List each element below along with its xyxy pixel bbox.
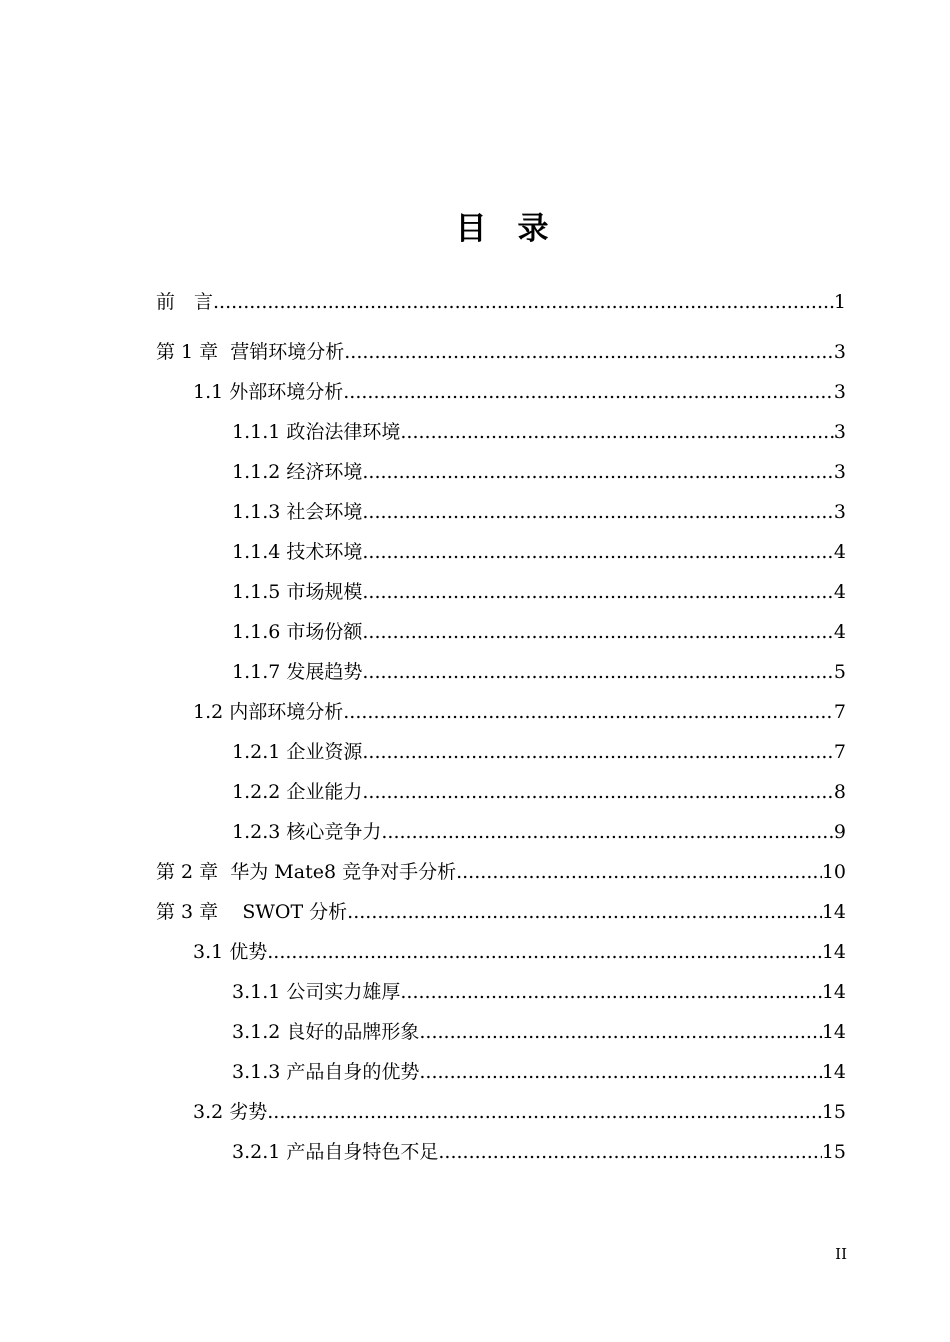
toc-entry-text: 3.1 优势 [193,941,268,963]
toc-entry-page: 14 [821,1021,846,1043]
toc-entry-1-1-4[interactable] [232,532,846,572]
toc-leader-dots [362,612,834,652]
toc-entry-text: 第 3 章 SWOT 分析 [156,901,348,923]
page-title: 目 录 [455,211,549,247]
toc-leader-dots [400,412,834,452]
toc-leader-dots [419,1012,821,1052]
toc-entry-preface[interactable] [156,282,846,322]
toc-entry-page: 3 [833,341,846,363]
toc-entry-page: 3 [833,501,846,523]
toc-leader-dots [343,372,834,412]
toc-entry-text: 1.1.3 社会环境 [232,501,363,523]
toc-leader-dots [362,732,834,772]
toc-entry-page: 9 [833,821,846,843]
toc-entry-text: 第 2 章 华为 Mate8 竞争对手分析 [156,861,457,883]
toc-entry-text: 1.1.2 经济环境 [232,461,363,483]
toc-entry-text: 前 言 [156,291,214,313]
toc-leader-dots [267,1092,822,1132]
toc-entry-1-1[interactable] [193,372,846,412]
toc-entry-text: 1.2.3 核心竞争力 [232,821,382,843]
toc-leader-dots [362,652,834,692]
toc-entry-text: 1.1.6 市场份额 [232,621,363,643]
toc-entry-page: 14 [821,981,846,1003]
toc-entry-1-2-2[interactable] [232,772,846,812]
toc-entry-3-1-3[interactable] [232,1052,846,1092]
toc-leader-dots [213,282,834,322]
toc-entry-text: 1.2 内部环境分析 [193,701,344,723]
toc-entry-3-1-2[interactable] [232,1012,846,1052]
toc-leader-dots [362,532,834,572]
toc-entry-page: 14 [821,941,846,963]
toc-entry-page: 4 [833,581,846,603]
toc-entry-text: 1.1.5 市场规模 [232,581,363,603]
toc-leader-dots [400,972,821,1012]
toc-entry-text: 1.2.1 企业资源 [232,741,363,763]
toc-entry-1-1-7[interactable] [232,652,846,692]
toc-leader-dots [344,332,834,372]
toc-entry-page: 3 [833,461,846,483]
toc-entry-chapter-2[interactable] [156,852,846,892]
toc-entry-page: 15 [821,1101,846,1123]
footer-page-number: II [835,1245,847,1263]
toc-entry-1-1-5[interactable] [232,572,846,612]
toc-entry-text: 3.1.1 公司实力雄厚 [232,981,401,1003]
toc-entry-1-1-2[interactable] [232,452,846,492]
toc-entry-page: 15 [821,1141,846,1163]
toc-leader-dots [419,1052,821,1092]
toc-leader-dots [347,892,822,932]
toc-leader-dots [456,852,822,892]
toc-leader-dots [362,572,834,612]
toc-entry-text: 1.1.4 技术环境 [232,541,363,563]
toc-entry-page: 1 [833,291,846,313]
toc-entry-text: 第 1 章 营销环境分析 [156,341,345,363]
toc-entry-text: 1.1 外部环境分析 [193,381,344,403]
toc-entry-3-1[interactable] [193,932,846,972]
toc-entry-text: 3.2 劣势 [193,1101,268,1123]
toc-entry-3-2-1[interactable] [232,1132,846,1172]
toc-leader-dots [438,1132,821,1172]
toc-entry-text: 3.1.2 良好的品牌形象 [232,1021,420,1043]
toc-entry-page: 8 [833,781,846,803]
toc-entry-3-2[interactable] [193,1092,846,1132]
toc-leader-dots [362,492,834,532]
toc-leader-dots [362,772,834,812]
toc-entry-page: 3 [833,381,846,403]
toc-leader-dots [381,812,834,852]
toc-entry-1-1-1[interactable] [232,412,846,452]
toc-entry-page: 3 [833,421,846,443]
toc-entry-1-1-6[interactable] [232,612,846,652]
toc-entry-page: 14 [821,901,846,923]
toc-entry-3-1-1[interactable] [232,972,846,1012]
toc-leader-dots [362,452,834,492]
toc-entry-page: 5 [833,661,846,683]
toc-leader-dots [267,932,822,972]
toc-entry-page: 4 [833,541,846,563]
toc-entry-page: 4 [833,621,846,643]
toc-entry-1-1-3[interactable] [232,492,846,532]
toc-entry-text: 1.1.1 政治法律环境 [232,421,401,443]
toc-entry-text: 1.2.2 企业能力 [232,781,363,803]
toc-entry-page: 7 [833,741,846,763]
toc-entry-1-2[interactable] [193,692,846,732]
toc-entry-page: 7 [833,701,846,723]
toc-leader-dots [343,692,834,732]
toc-entry-text: 1.1.7 发展趋势 [232,661,363,683]
toc-entry-1-2-3[interactable] [232,812,846,852]
toc-entry-chapter-1[interactable] [156,332,846,372]
toc-entry-chapter-3[interactable] [156,892,846,932]
toc-entry-page: 10 [821,861,846,883]
toc-entry-text: 3.1.3 产品自身的优势 [232,1061,420,1083]
toc-entry-text: 3.2.1 产品自身特色不足 [232,1141,439,1163]
toc-entry-1-2-1[interactable] [232,732,846,772]
toc-entry-page: 14 [821,1061,846,1083]
